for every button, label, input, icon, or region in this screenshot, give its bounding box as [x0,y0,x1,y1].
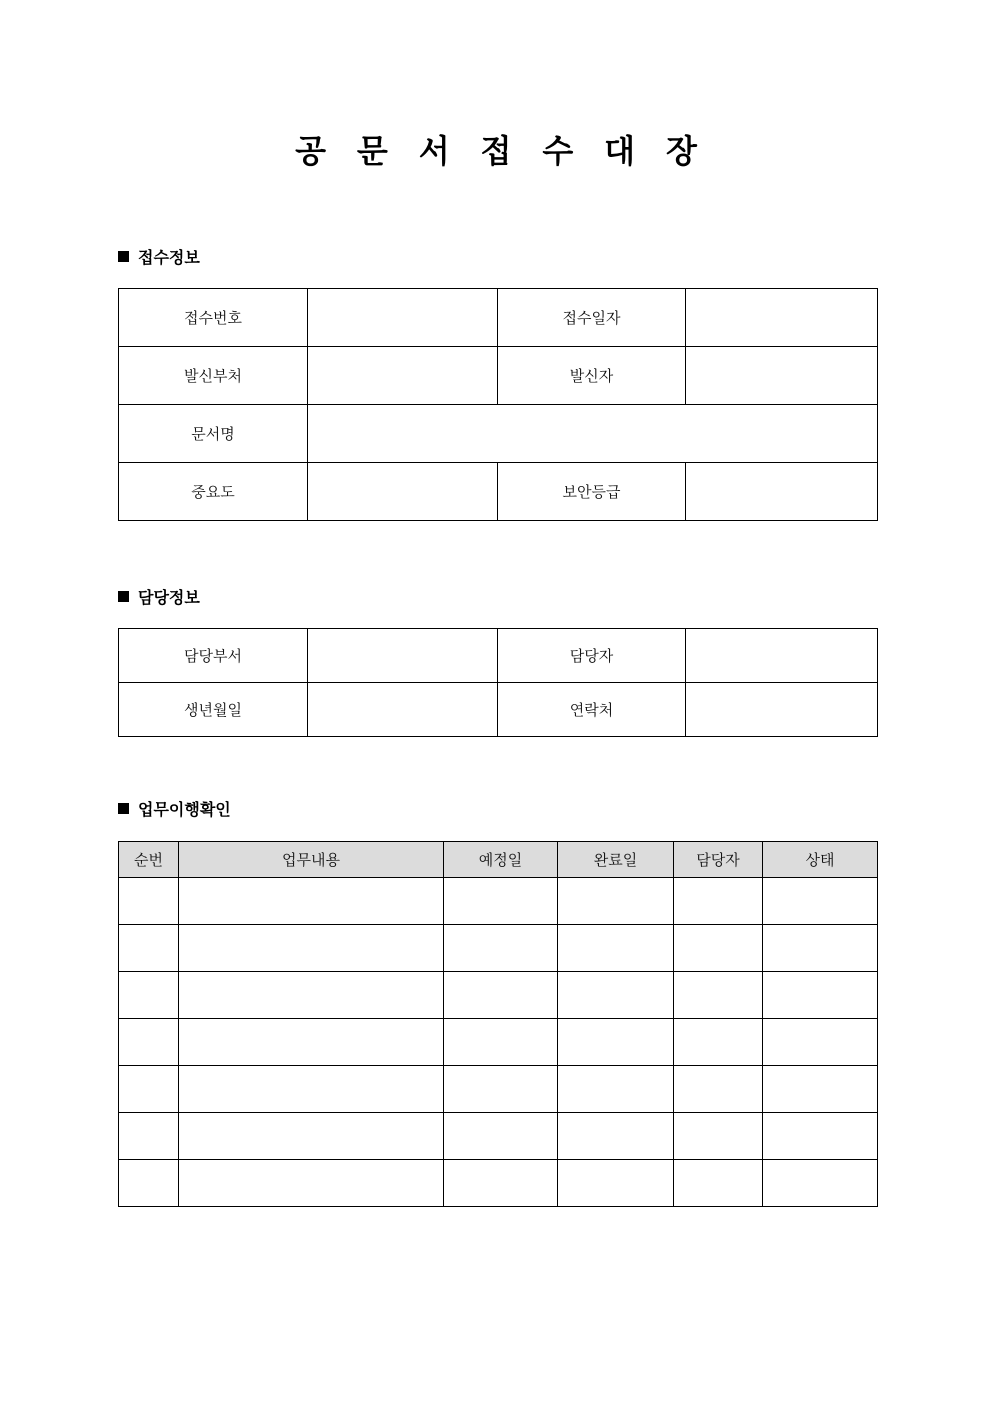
field-label-contact: 연락처 [498,683,686,737]
cell-assignee[interactable] [674,1113,763,1160]
cell-done-date[interactable] [558,1113,674,1160]
cell-sequence[interactable] [119,878,179,925]
table-row [119,925,878,972]
table-row [119,347,878,405]
field-label-receipt-number: 접수번호 [119,289,308,347]
field-value-document-name[interactable] [308,405,878,463]
cell-due-date[interactable] [444,878,558,925]
square-bullet-icon [118,251,129,262]
field-label-birth-date: 생년월일 [119,683,308,737]
owner-info-table [118,628,878,737]
cell-status[interactable] [763,878,878,925]
square-bullet-icon [118,591,129,602]
table-row [119,1066,878,1113]
section-heading-label: 접수정보 [138,250,200,267]
field-label-importance: 중요도 [119,463,308,521]
field-label-document-name: 문서명 [119,405,308,463]
page-title: 공 문 서 접 수 대 장 [295,133,708,169]
table-row [119,1019,878,1066]
cell-due-date[interactable] [444,1066,558,1113]
cell-status[interactable] [763,972,878,1019]
table-row [119,405,878,463]
cell-due-date[interactable] [444,1160,558,1207]
field-value-receipt-date[interactable] [686,289,878,347]
field-value-contact[interactable] [686,683,878,737]
cell-status[interactable] [763,1160,878,1207]
section-heading-label: 담당정보 [138,590,200,607]
field-label-owner-department: 담당부서 [119,629,308,683]
cell-status[interactable] [763,1113,878,1160]
cell-task-detail[interactable] [179,878,444,925]
section-heading-label: 업무이행확인 [138,802,231,819]
cell-assignee[interactable] [674,1066,763,1113]
field-value-birth-date[interactable] [308,683,498,737]
field-label-sender-department: 발신부처 [119,347,308,405]
cell-assignee[interactable] [674,925,763,972]
cell-status[interactable] [763,1066,878,1113]
field-value-receipt-number[interactable] [308,289,498,347]
cell-done-date[interactable] [558,972,674,1019]
section-heading-owner-info [118,588,200,610]
table-row [119,972,878,1019]
cell-sequence[interactable] [119,1113,179,1160]
table-row [119,878,878,925]
cell-task-detail[interactable] [179,1066,444,1113]
cell-task-detail[interactable] [179,1113,444,1160]
field-value-owner-name[interactable] [686,629,878,683]
field-label-owner-name: 담당자 [498,629,686,683]
cell-done-date[interactable] [558,1160,674,1207]
column-header-assignee: 담당자 [674,842,763,878]
cell-done-date[interactable] [558,1066,674,1113]
cell-sequence[interactable] [119,1066,179,1113]
cell-due-date[interactable] [444,1019,558,1066]
column-header-done-date: 완료일 [558,842,674,878]
cell-assignee[interactable] [674,972,763,1019]
column-header-sequence: 순번 [119,842,179,878]
cell-assignee[interactable] [674,1019,763,1066]
table-row [119,1160,878,1207]
cell-sequence[interactable] [119,1019,179,1066]
field-value-sender-department[interactable] [308,347,498,405]
cell-sequence[interactable] [119,1160,179,1207]
field-value-sender-name[interactable] [686,347,878,405]
square-bullet-icon [118,803,129,814]
field-value-security-grade[interactable] [686,463,878,521]
cell-due-date[interactable] [444,1113,558,1160]
cell-task-detail[interactable] [179,1019,444,1066]
task-confirmation-table [118,841,878,1207]
table-row [119,289,878,347]
cell-done-date[interactable] [558,925,674,972]
table-row [119,683,878,737]
field-label-sender-name: 발신자 [498,347,686,405]
table-row [119,1113,878,1160]
section-heading-task-confirmation [118,800,231,822]
table-row [119,629,878,683]
cell-status[interactable] [763,925,878,972]
receipt-info-table [118,288,878,521]
cell-done-date[interactable] [558,878,674,925]
cell-sequence[interactable] [119,925,179,972]
section-heading-receipt-info [118,248,200,270]
table-row [119,463,878,521]
cell-assignee[interactable] [674,1160,763,1207]
column-header-due-date: 예정일 [444,842,558,878]
column-header-task-detail: 업무내용 [179,842,444,878]
cell-done-date[interactable] [558,1019,674,1066]
field-value-importance[interactable] [308,463,498,521]
cell-task-detail[interactable] [179,1160,444,1207]
cell-task-detail[interactable] [179,925,444,972]
cell-sequence[interactable] [119,972,179,1019]
cell-due-date[interactable] [444,925,558,972]
cell-status[interactable] [763,1019,878,1066]
cell-assignee[interactable] [674,878,763,925]
column-header-status: 상태 [763,842,878,878]
field-label-receipt-date: 접수일자 [498,289,686,347]
cell-due-date[interactable] [444,972,558,1019]
field-label-security-grade: 보안등급 [498,463,686,521]
cell-task-detail[interactable] [179,972,444,1019]
table-header-row [119,842,878,878]
field-value-owner-department[interactable] [308,629,498,683]
